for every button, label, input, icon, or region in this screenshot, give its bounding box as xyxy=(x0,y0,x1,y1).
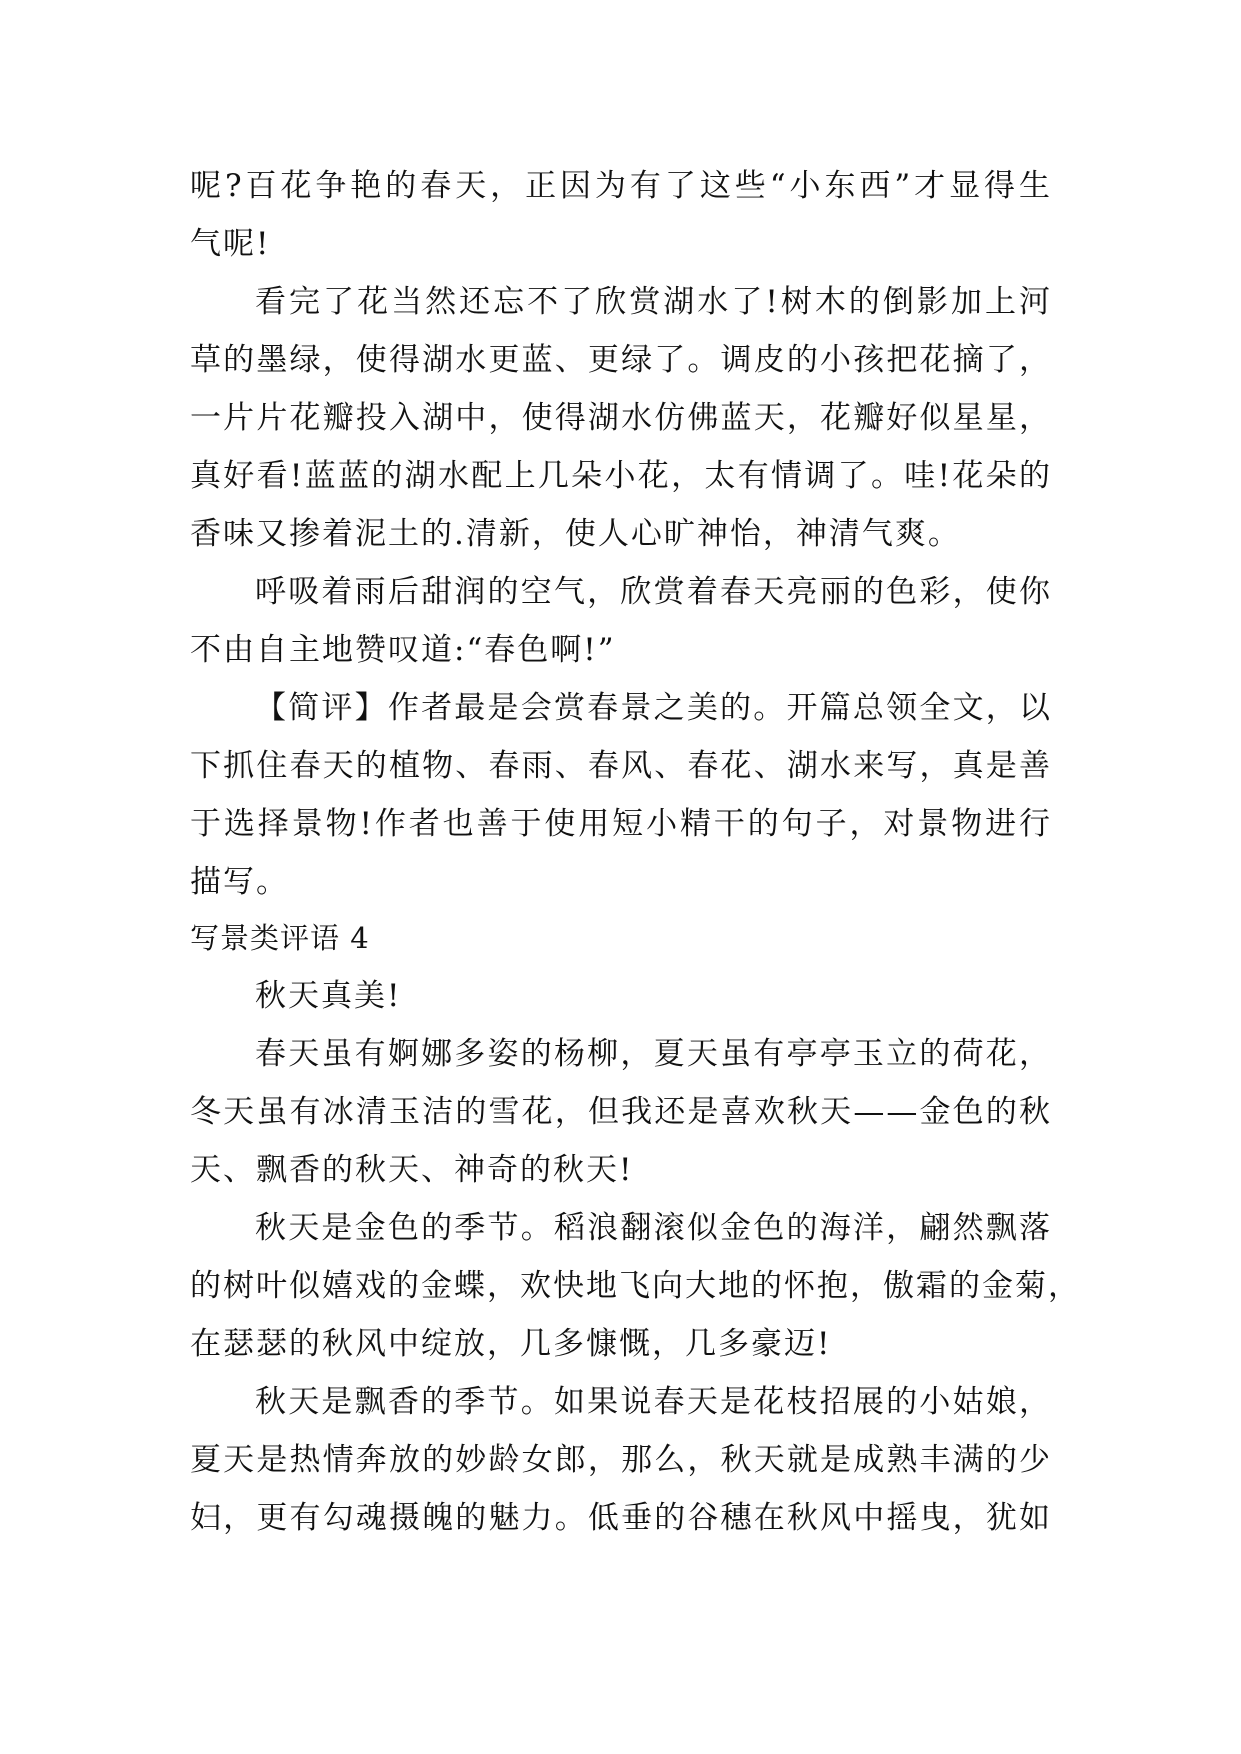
paragraph-line: 呼吸着雨后甜润的空气，欣赏着春天亮丽的色彩，使你 xyxy=(255,574,1052,610)
paragraph-line: 一片片花瓣投入湖中，使得湖水仿佛蓝天，花瓣好似星星， xyxy=(190,400,1052,436)
paragraph-line: 冬天虽有冰清玉洁的雪花，但我还是喜欢秋天——金色的秋 xyxy=(190,1094,1052,1130)
paragraph-line: 草的墨绿，使得湖水更蓝、更绿了。调皮的小孩把花摘了， xyxy=(190,342,1052,378)
paragraph-line: 在瑟瑟的秋风中绽放，几多慷慨，几多豪迈! xyxy=(190,1326,832,1362)
paragraph-line: 香味又掺着泥土的.清新，使人心旷神怡，神清气爽。 xyxy=(190,516,961,552)
paragraph-line: 真好看!蓝蓝的湖水配上几朵小花，太有情调了。哇!花朵的 xyxy=(190,458,1052,494)
paragraph-line: 呢?百花争艳的春天，正因为有了这些“小东西”才显得生 xyxy=(190,168,1052,204)
review-line: 下抓住春天的植物、春雨、春风、春花、湖水来写，真是善 xyxy=(190,748,1052,784)
essay-title: 秋天真美! xyxy=(255,978,402,1014)
paragraph-line: 春天虽有婀娜多姿的杨柳，夏天虽有亭亭玉立的荷花， xyxy=(255,1036,1052,1072)
paragraph-line: 的树叶似嬉戏的金蝶，欢快地飞向大地的怀抱，傲霜的金菊， xyxy=(190,1268,1081,1304)
review-line: 描写。 xyxy=(190,864,289,900)
section-heading: 写景类评语 4 xyxy=(190,921,370,955)
paragraph-line: 气呢! xyxy=(190,226,271,262)
review-line: 于选择景物!作者也善于使用短小精干的句子，对景物进行 xyxy=(190,806,1052,842)
paragraph-line: 不由自主地赞叹道:“春色啊!” xyxy=(190,632,616,668)
paragraph-line: 夏天是热情奔放的妙龄女郎，那么，秋天就是成熟丰满的少 xyxy=(190,1442,1052,1478)
paragraph-line: 天、飘香的秋天、神奇的秋天! xyxy=(190,1152,634,1188)
paragraph-line: 秋天是金色的季节。稻浪翻滚似金色的海洋，翩然飘落 xyxy=(255,1210,1052,1246)
paragraph-line: 秋天是飘香的季节。如果说春天是花枝招展的小姑娘， xyxy=(255,1384,1052,1420)
review-line: 【简评】作者最是会赏春景之美的。开篇总领全文，以 xyxy=(255,690,1052,726)
paragraph-line: 看完了花当然还忘不了欣赏湖水了!树木的倒影加上河 xyxy=(255,284,1052,320)
paragraph-line: 妇，更有勾魂摄魄的魅力。低垂的谷穗在秋风中摇曳，犹如 xyxy=(190,1500,1052,1536)
